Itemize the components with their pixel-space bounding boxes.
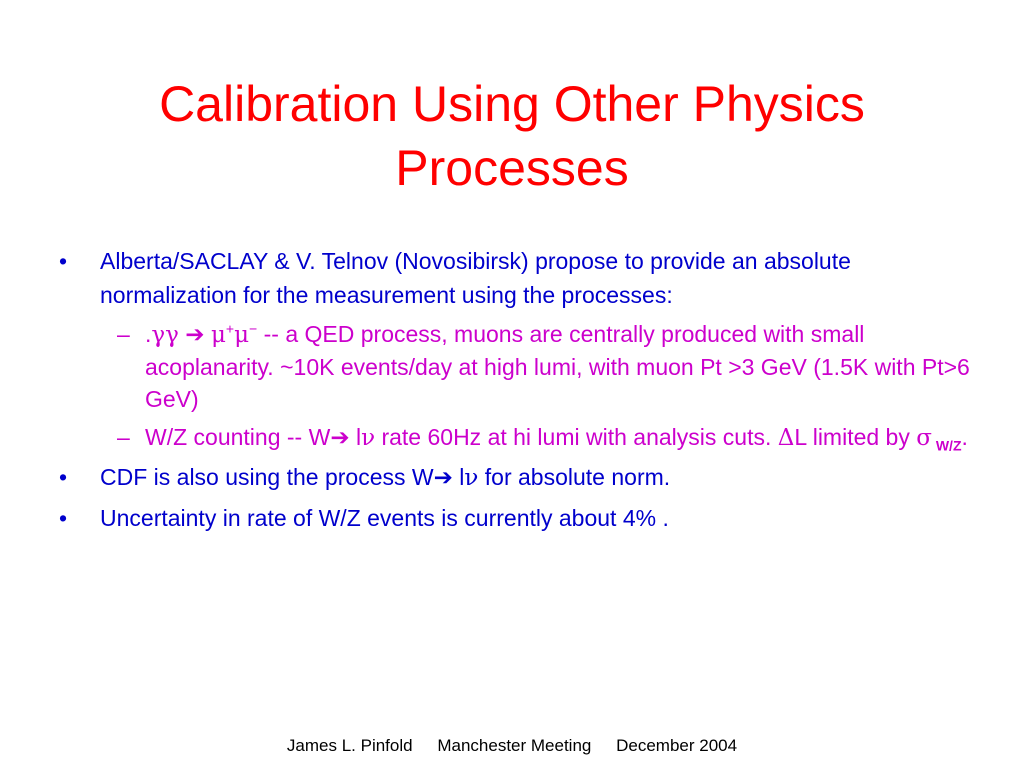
arrow-icon: ➔ [185,321,205,347]
bullet-text: Alberta/SACLAY & V. Telnov (Novosibirsk) propose to provide an absolute normalization for the measurement using the processes: [100,248,851,308]
arrow-icon: ➔ [330,424,350,450]
bullet-marker: • [59,505,68,531]
footer-date: December 2004 [616,736,738,755]
bullet-marker: • [59,248,68,274]
footer-meeting: Manchester Meeting [437,736,592,755]
bullet-item [55,460,984,495]
bullet-list [55,244,984,541]
bullet-text: CDF is also using the process W➔ lν for absolute norm. [100,464,671,491]
sub-bullet-text: W/Z counting -- W➔ lν rate 60Hz at hi lumi with analysis cuts. ΔL limited by σ $_{W/Z}$. [145,424,968,454]
gamma-gamma-symbol: γγ [151,322,179,348]
bullet-item [55,244,984,312]
sub-bullet-item [55,421,984,454]
arrow-icon: ➔ [433,464,453,490]
slide-footer [0,736,1024,756]
dash-marker: – [117,321,130,347]
sub-bullet-item [55,318,984,415]
sub-bullet-text: .γγ ➔ μ+μ− -- a QED process, muons are centrally produced with small acoplanarity. ~10K events/day at high lumi, with muon Pt >3 GeV (1.5K with Pt>6 GeV) [145,320,970,412]
bullet-marker: • [59,464,68,490]
bullet-text: Uncertainty in rate of W/Z events is currently about 4% . [100,505,669,531]
footer-author: James L. Pinfold [286,736,413,755]
slide-title: Calibration Using Other Physics Processes [159,76,865,196]
dash-marker: – [117,424,130,450]
bullet-item [55,501,984,535]
